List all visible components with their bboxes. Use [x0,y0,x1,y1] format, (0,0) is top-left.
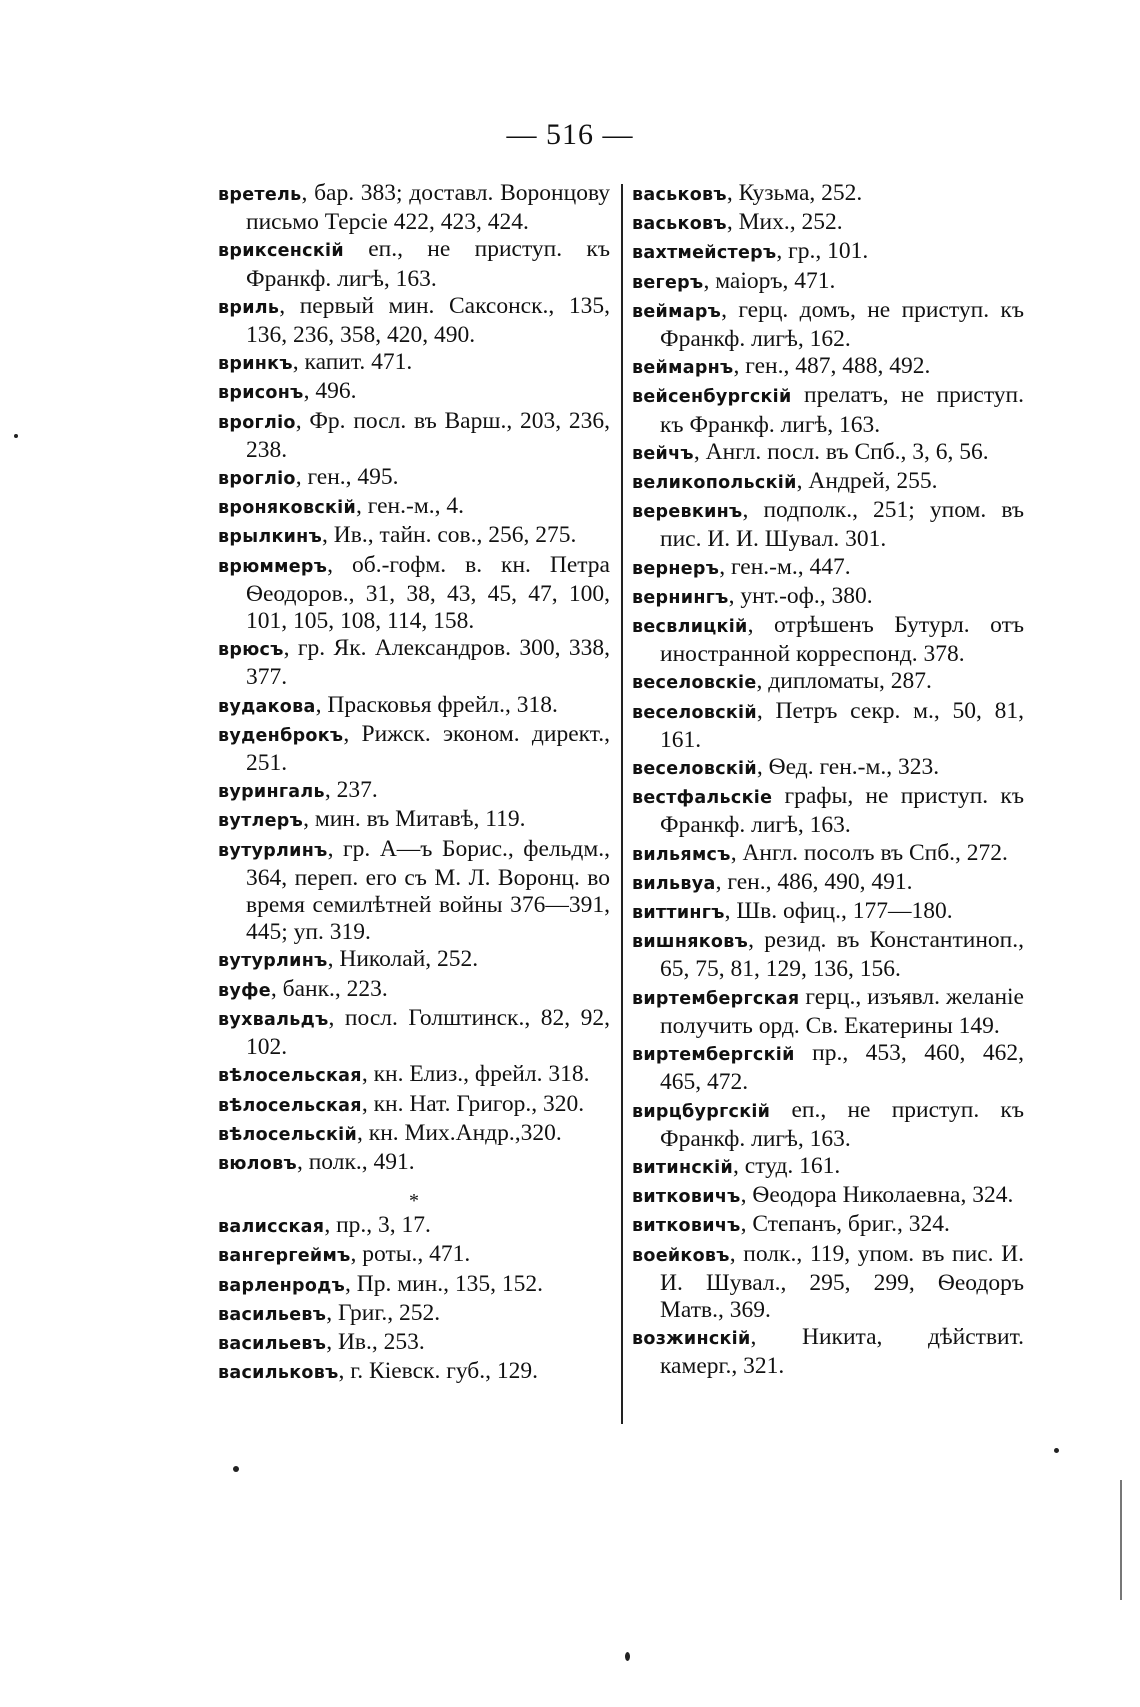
index-entry [632,1211,1024,1240]
index-entry [632,612,1024,668]
entry-reference: , роты., 471. [350,1241,471,1268]
entry-headword: васильевъ [218,1333,327,1354]
entry-reference: , Пр. мин., 135, 152. [345,1270,544,1297]
entry-reference: пр., 453, 460, 462, 465, 472. [660,1040,1024,1096]
index-entry [632,439,1024,468]
index-entry [632,1040,1024,1096]
index-entry [632,927,1024,983]
entry-headword: вахтмейстеръ [632,243,777,264]
entry-reference: , Рижск. эконом. директ., 251. [246,720,610,777]
index-entry [218,349,610,378]
index-entry [218,946,610,975]
index-entry [632,382,1024,438]
index-entry [218,236,610,292]
index-entry [218,522,610,551]
entry-reference: , Ив., 253. [326,1328,425,1355]
entry-headword: васильевъ [218,1304,327,1325]
index-entry [632,497,1024,553]
entry-headword: васьковъ [632,185,727,205]
entry-headword: вутурлинъ [218,951,328,972]
entry-reference: , ген., 486, 490, 491. [715,868,913,895]
index-entry [632,209,1024,238]
entry-reference: , Мих., 252. [726,209,843,236]
entry-headword: вриксенскій [218,241,344,262]
index-entry [632,869,1024,898]
index-entry [218,777,610,806]
entry-reference: , полк., 491. [296,1148,415,1175]
entry-headword: вудакова [218,696,316,717]
entry-headword: витковичъ [632,1187,741,1208]
entry-reference: , Ѳед. ген.-м., 323. [756,754,940,781]
index-entry [632,268,1024,297]
entry-reference: , резид. въ Константиноп., 65, 75, 81, 129, 136, 156. [660,927,1024,983]
index-entry [218,1091,610,1120]
entry-reference: , об.-гофм. в. кн. Петра Ѳеодоров., 31, 38, 43, 45, 47, 100, 101, 105, 108, 114, 158. [246,551,610,635]
entry-headword: вретель [218,185,302,205]
entry-reference: , 237. [324,777,378,804]
entry-headword: вринкъ [218,354,293,375]
entry-reference: , кн. Елиз., фрейл. 318. [361,1061,590,1088]
index-entry [632,468,1024,497]
index-column-right [632,180,1024,1381]
entry-headword: вриль [218,297,280,318]
entry-reference: , Фр. посл. въ Варш., 203, 236, 238. [246,407,610,463]
entry-headword: вухвальдъ [218,1009,329,1030]
index-entry [218,721,610,777]
entry-headword: вангергеймъ [218,1246,351,1267]
entry-reference: , Ив., тайн. сов., 256, 275. [322,522,577,549]
index-entry [218,635,610,691]
index-entry [218,408,610,464]
entry-reference: , первый мин. Саксонск., 135, 136, 236, 358, 420, 490. [246,292,610,349]
index-entry [632,698,1024,754]
index-entry [218,1212,610,1241]
index-entry [218,692,610,721]
print-speck [625,1652,630,1661]
entry-reference: , посл. Голштинск., 82, 92, 102. [246,1004,610,1061]
index-entry [632,180,1024,209]
entry-headword: вѣлосельская [218,1066,362,1087]
entry-reference: , Кузьма, 252. [726,180,863,206]
index-entry [218,1005,610,1061]
section-mark: * [409,1190,419,1213]
index-column-left [218,180,610,1387]
entry-reference: , мин. въ Митавѣ, 119. [303,806,526,833]
index-entry [632,984,1024,1040]
entry-headword: вильвуа [632,873,716,894]
index-entry [632,1241,1024,1325]
entry-reference: , ген., 487, 488, 492. [733,353,931,380]
print-speck [1054,1448,1059,1453]
entry-reference: , унт.-оф., 380. [728,582,873,609]
entry-reference: , Шв. офиц., 177—180. [724,898,953,925]
entry-headword: возжинскій [632,1329,751,1350]
entry-reference: еп., не приступ. къ Франкф. лигѣ, 163. [660,1096,1024,1152]
entry-reference: , маіоръ, 471. [703,267,836,294]
entry-headword: вегеръ [632,272,704,293]
entry-reference: , Андрей, 255. [796,468,938,495]
entry-headword: веселовскіе [632,673,757,694]
entry-headword: веселовскій [632,702,757,723]
index-entry [632,238,1024,267]
entry-reference: , гр., 101. [776,238,869,265]
entry-reference: , ген.-м., 447. [719,553,851,580]
entry-headword: веревкинъ [632,502,743,523]
index-entry [632,783,1024,839]
index-entry [218,1271,610,1300]
entry-headword: вейчъ [632,443,694,464]
entry-headword: витковичъ [632,1216,741,1237]
entry-reference: , Степанъ, бриг., 324. [740,1211,950,1238]
entry-reference: герц., изъявл. желаніе получить орд. Св. Екатерины 149. [660,983,1024,1039]
print-speck [14,434,18,438]
entry-reference: , бар. 383; доставл. Воронцову письмо Терсіе 422, 423, 424. [246,180,610,236]
entry-reference: , пр., 3, 17. [324,1212,431,1239]
entry-reference: , подполк., 251; упом. въ пис. И. И. Шувал. 301. [660,497,1024,553]
index-entry [218,293,610,349]
index-entry [632,297,1024,353]
page-edge-line [1120,1480,1122,1600]
entry-headword: виртембергскій [632,1045,795,1066]
entry-headword: варленродъ [218,1275,346,1296]
entry-headword: васильковъ [218,1363,339,1384]
index-entry [632,1153,1024,1182]
entry-headword: вутлеръ [218,811,304,832]
entry-headword: веселовскій [632,759,757,780]
index-entry [632,898,1024,927]
index-entry [218,1329,610,1358]
entry-headword: воейковъ [632,1245,730,1266]
entry-reference: , Англ. посолъ въ Спб., 272. [730,839,1008,866]
entry-headword: вюловъ [218,1153,297,1174]
index-entry [632,668,1024,697]
entry-headword: вернингъ [632,587,729,608]
index-entry [632,1097,1024,1153]
entry-reference: , полк., 119, упом. въ пис. И. И. Шувал., 295, 299, Ѳеодоръ Матв., 369. [660,1240,1024,1323]
index-entry [218,552,610,636]
entry-headword: витинскій [632,1157,734,1178]
entry-reference: , студ. 161. [733,1152,841,1179]
index-entry [632,554,1024,583]
entry-headword: вроняковскій [218,498,357,519]
index-entry [632,583,1024,612]
print-speck [233,1466,239,1472]
entry-reference: , кн. Мих.Андр.,320. [357,1119,562,1146]
index-entry [632,353,1024,382]
entry-headword: виттингъ [632,903,725,924]
entry-reference: , дипломаты, 287. [756,668,932,695]
index-entry [218,836,610,947]
entry-reference: , гр. А—ъ Борис., фельдм., 364, переп. его съ М. Л. Воронц. во время семилѣтней войны 376—391, 445; уп. 319. [246,835,610,946]
entry-reference: , ген., 495. [295,464,399,491]
entry-headword: вирцбургскій [632,1101,771,1122]
index-entry [632,840,1024,869]
column-divider [621,184,623,1424]
entry-headword: васьковъ [632,214,727,235]
entry-headword: веймарнъ [632,358,734,379]
entry-headword: вернеръ [632,558,720,579]
index-entry [632,1182,1024,1211]
entry-headword: врогліо [218,412,296,433]
entry-headword: вутурлинъ [218,840,328,861]
entry-reference: , ген.-м., 4. [356,493,464,520]
index-entry [218,378,610,407]
entry-reference: , 496. [303,378,357,405]
entry-reference: , отрѣшенъ Бутурл. отъ иностранной корреспонд. 378. [660,612,1024,668]
entry-headword: вѣлосельскій [218,1124,358,1145]
entry-headword: врылкинъ [218,527,323,548]
index-entry [218,1358,610,1387]
entry-headword: веймаръ [632,301,722,322]
entry-reference: , г. Кіевск. губ., 129. [338,1358,538,1385]
entry-reference: еп., не приступ. къ Франкф. лигѣ, 163. [246,236,610,292]
entry-headword: врюммеръ [218,556,328,577]
entry-headword: врогліо [218,469,296,490]
index-entry [218,1120,610,1149]
entry-reference: , Григ., 252. [326,1299,441,1326]
entry-reference: , герц. домъ, не приступ. къ Франкф. лигѣ, 162. [660,296,1024,353]
entry-reference: , Никита, дѣйствит. камерг., 321. [660,1324,1024,1380]
entry-reference: , кн. Нат. Григор., 320. [361,1090,585,1117]
entry-headword: великопольскій [632,473,797,494]
index-entry [218,806,610,835]
index-entry [632,1324,1024,1380]
entry-headword: вестфальскіе [632,788,773,809]
entry-headword: вильямсъ [632,844,731,865]
page-number: — 516 — [506,118,634,151]
entry-headword: валисская [218,1217,325,1238]
index-entry [218,1061,610,1090]
entry-headword: вишняковъ [632,932,749,953]
entry-reference: , Прасковья фрейл., 318. [315,691,558,718]
index-entry [632,754,1024,783]
entry-headword: вейсенбургскій [632,387,792,408]
entry-reference: графы, не приступ. къ Франкф. лигѣ, 163. [660,783,1024,839]
index-entry [218,976,610,1005]
index-entry [218,464,610,493]
entry-headword: весвлицкій [632,617,748,638]
entry-reference: , банк., 223. [270,975,388,1002]
entry-reference: прелатъ, не приступ. къ Франкф. лигѣ, 163. [660,382,1024,438]
entry-reference: , Николай, 252. [327,946,479,973]
entry-reference: , Ѳеодора Николаевна, 324. [740,1182,1014,1209]
index-entry [218,1149,610,1178]
entry-headword: вуфе [218,980,271,1001]
entry-headword: врюсъ [218,640,284,661]
index-entry [218,1241,610,1270]
entry-headword: вуденброкъ [218,725,344,746]
index-entry [218,493,610,522]
index-entry [218,180,610,236]
entry-reference: , Англ. посл. въ Спб., 3, 6, 56. [693,438,989,465]
entry-headword: виртембергская [632,988,800,1009]
entry-reference: , Петръ секр. м., 50, 81, 161. [660,697,1024,753]
entry-headword: вѣлосельская [218,1095,362,1116]
entry-reference: , гр. Як. Александров. 300, 338, 377. [246,635,610,691]
entry-headword: вурингаль [218,782,325,803]
entry-headword: врисонъ [218,383,304,404]
index-entry [218,1300,610,1329]
entry-reference: , капит. 471. [292,349,413,376]
